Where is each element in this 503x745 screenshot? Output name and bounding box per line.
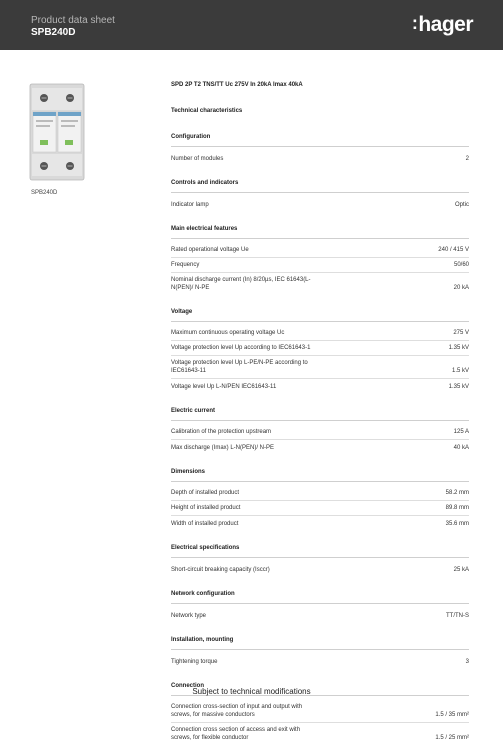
characteristic-value: 125 A (453, 429, 469, 435)
section-heading: Network configuration (171, 591, 469, 604)
characteristic-label: Number of modules (171, 156, 224, 162)
characteristic-row (171, 440, 469, 455)
characteristic-value: TT/TN-S (446, 613, 469, 619)
characteristic-label: Connection cross section of access and exit with screws, for flexible conductor (171, 727, 301, 741)
characteristic-label: Indicator lamp (171, 202, 209, 208)
technical-characteristics-heading: Technical characteristics (171, 108, 243, 114)
characteristic-row (171, 379, 469, 394)
characteristic-label: Nominal discharge current (In) 8/20µs, IEC 61643(L-N(PEN)/ N-PE (171, 277, 311, 291)
characteristic-value: 2 (465, 156, 469, 162)
characteristic-row (171, 341, 469, 356)
characteristic-row (171, 723, 469, 745)
characteristic-row (171, 700, 469, 723)
characteristic-label: Height of installed product (171, 505, 241, 511)
characteristic-row (171, 356, 469, 379)
characteristic-value: 40 kA (453, 445, 469, 451)
characteristic-value: 25 kA (453, 567, 469, 573)
section-gap (171, 394, 469, 408)
section-gap (171, 531, 469, 545)
characteristic-value: 1.5 kV (451, 368, 469, 374)
characteristic-label: Frequency (171, 262, 200, 268)
section-heading: Electric current (171, 408, 469, 421)
logo-text: hager (418, 13, 473, 36)
hager-logo: :hager (411, 13, 473, 36)
characteristic-row (171, 243, 469, 258)
section-heading: Dimensions (171, 469, 469, 482)
characteristic-row (171, 197, 469, 212)
section-heading: Configuration (171, 134, 469, 147)
footer-note: Subject to technical modifications (192, 687, 311, 696)
section (171, 180, 469, 212)
characteristic-label: Rated operational voltage Ue (171, 247, 249, 253)
section-gap (171, 669, 469, 683)
characteristic-value: 1.35 kV (448, 384, 469, 390)
section (171, 226, 469, 295)
page-header (0, 0, 503, 50)
section-heading: Connection (171, 683, 469, 696)
section-heading: Controls and indicators (171, 180, 469, 193)
characteristic-row (171, 425, 469, 440)
characteristic-row (171, 516, 469, 531)
characteristic-label: Voltage level Up L-N/PEN IEC61643-11 (171, 384, 277, 390)
section-gap (171, 623, 469, 637)
characteristic-row (171, 151, 469, 166)
sections-container (171, 134, 469, 745)
characteristic-value: Optic (454, 202, 469, 208)
characteristic-value: 35.6 mm (445, 521, 469, 527)
section-gap (171, 455, 469, 469)
section (171, 591, 469, 623)
characteristic-row (171, 654, 469, 669)
section (171, 469, 469, 531)
section-gap (171, 212, 469, 226)
section (171, 408, 469, 455)
section-heading: Main electrical features (171, 226, 469, 239)
characteristic-label: Maximum continuous operating voltage Uc (171, 330, 285, 336)
characteristic-row (171, 258, 469, 273)
document-type: Product data sheet (31, 15, 115, 26)
section-gap (171, 295, 469, 309)
characteristic-row (171, 326, 469, 341)
characteristic-label: Max discharge (Imax) L-N(PEN)/ N-PE (171, 445, 275, 451)
characteristic-row (171, 486, 469, 501)
characteristic-label: Tightening torque (171, 659, 218, 665)
characteristic-value: 20 kA (453, 285, 469, 291)
characteristic-value: 275 V (453, 330, 469, 336)
product-image (28, 84, 86, 180)
section-gap (171, 577, 469, 591)
product-title: SPD 2P T2 TNS/TT Uc 275V In 20kA Imax 40kA (171, 82, 303, 88)
section-gap (171, 166, 469, 180)
characteristic-label: Width of installed product (171, 521, 239, 527)
characteristic-label: Voltage protection level Up according to IEC61643-1 (171, 345, 311, 351)
section (171, 134, 469, 166)
characteristic-value: 1.35 kV (448, 345, 469, 351)
section-heading: Electrical specifications (171, 545, 469, 558)
characteristic-label: Short-circuit breaking capacity (Isccr) (171, 567, 270, 573)
product-image-caption: SPB240D (31, 190, 58, 196)
characteristic-row (171, 501, 469, 516)
characteristic-row (171, 562, 469, 577)
section (171, 637, 469, 669)
characteristic-row (171, 608, 469, 623)
characteristic-value: 50/60 (453, 262, 469, 268)
characteristic-label: Network type (171, 613, 207, 619)
characteristic-value: 89.8 mm (445, 505, 469, 511)
characteristic-label: Connection cross-section of input and output with screws, for massive conductors (171, 704, 303, 718)
characteristic-label: Calibration of the protection upstream (171, 429, 272, 435)
section-heading: Voltage (171, 309, 469, 322)
section-heading: Installation, mounting (171, 637, 469, 650)
section (171, 545, 469, 577)
characteristic-value: 240 / 415 V (438, 247, 469, 253)
characteristic-value: 1.5 / 25 mm² (435, 735, 469, 741)
characteristic-label: Depth of installed product (171, 490, 240, 496)
characteristic-value: 3 (465, 659, 469, 665)
characteristic-label: Voltage protection level Up L-PE/N-PE according to IEC61643-11 (171, 360, 308, 374)
characteristics-content (171, 82, 469, 745)
characteristic-value: 58.2 mm (445, 490, 469, 496)
section (171, 309, 469, 394)
characteristic-value: 1.5 / 35 mm² (435, 712, 469, 718)
characteristic-row (171, 273, 469, 295)
document-product-code: SPB240D (31, 27, 76, 38)
